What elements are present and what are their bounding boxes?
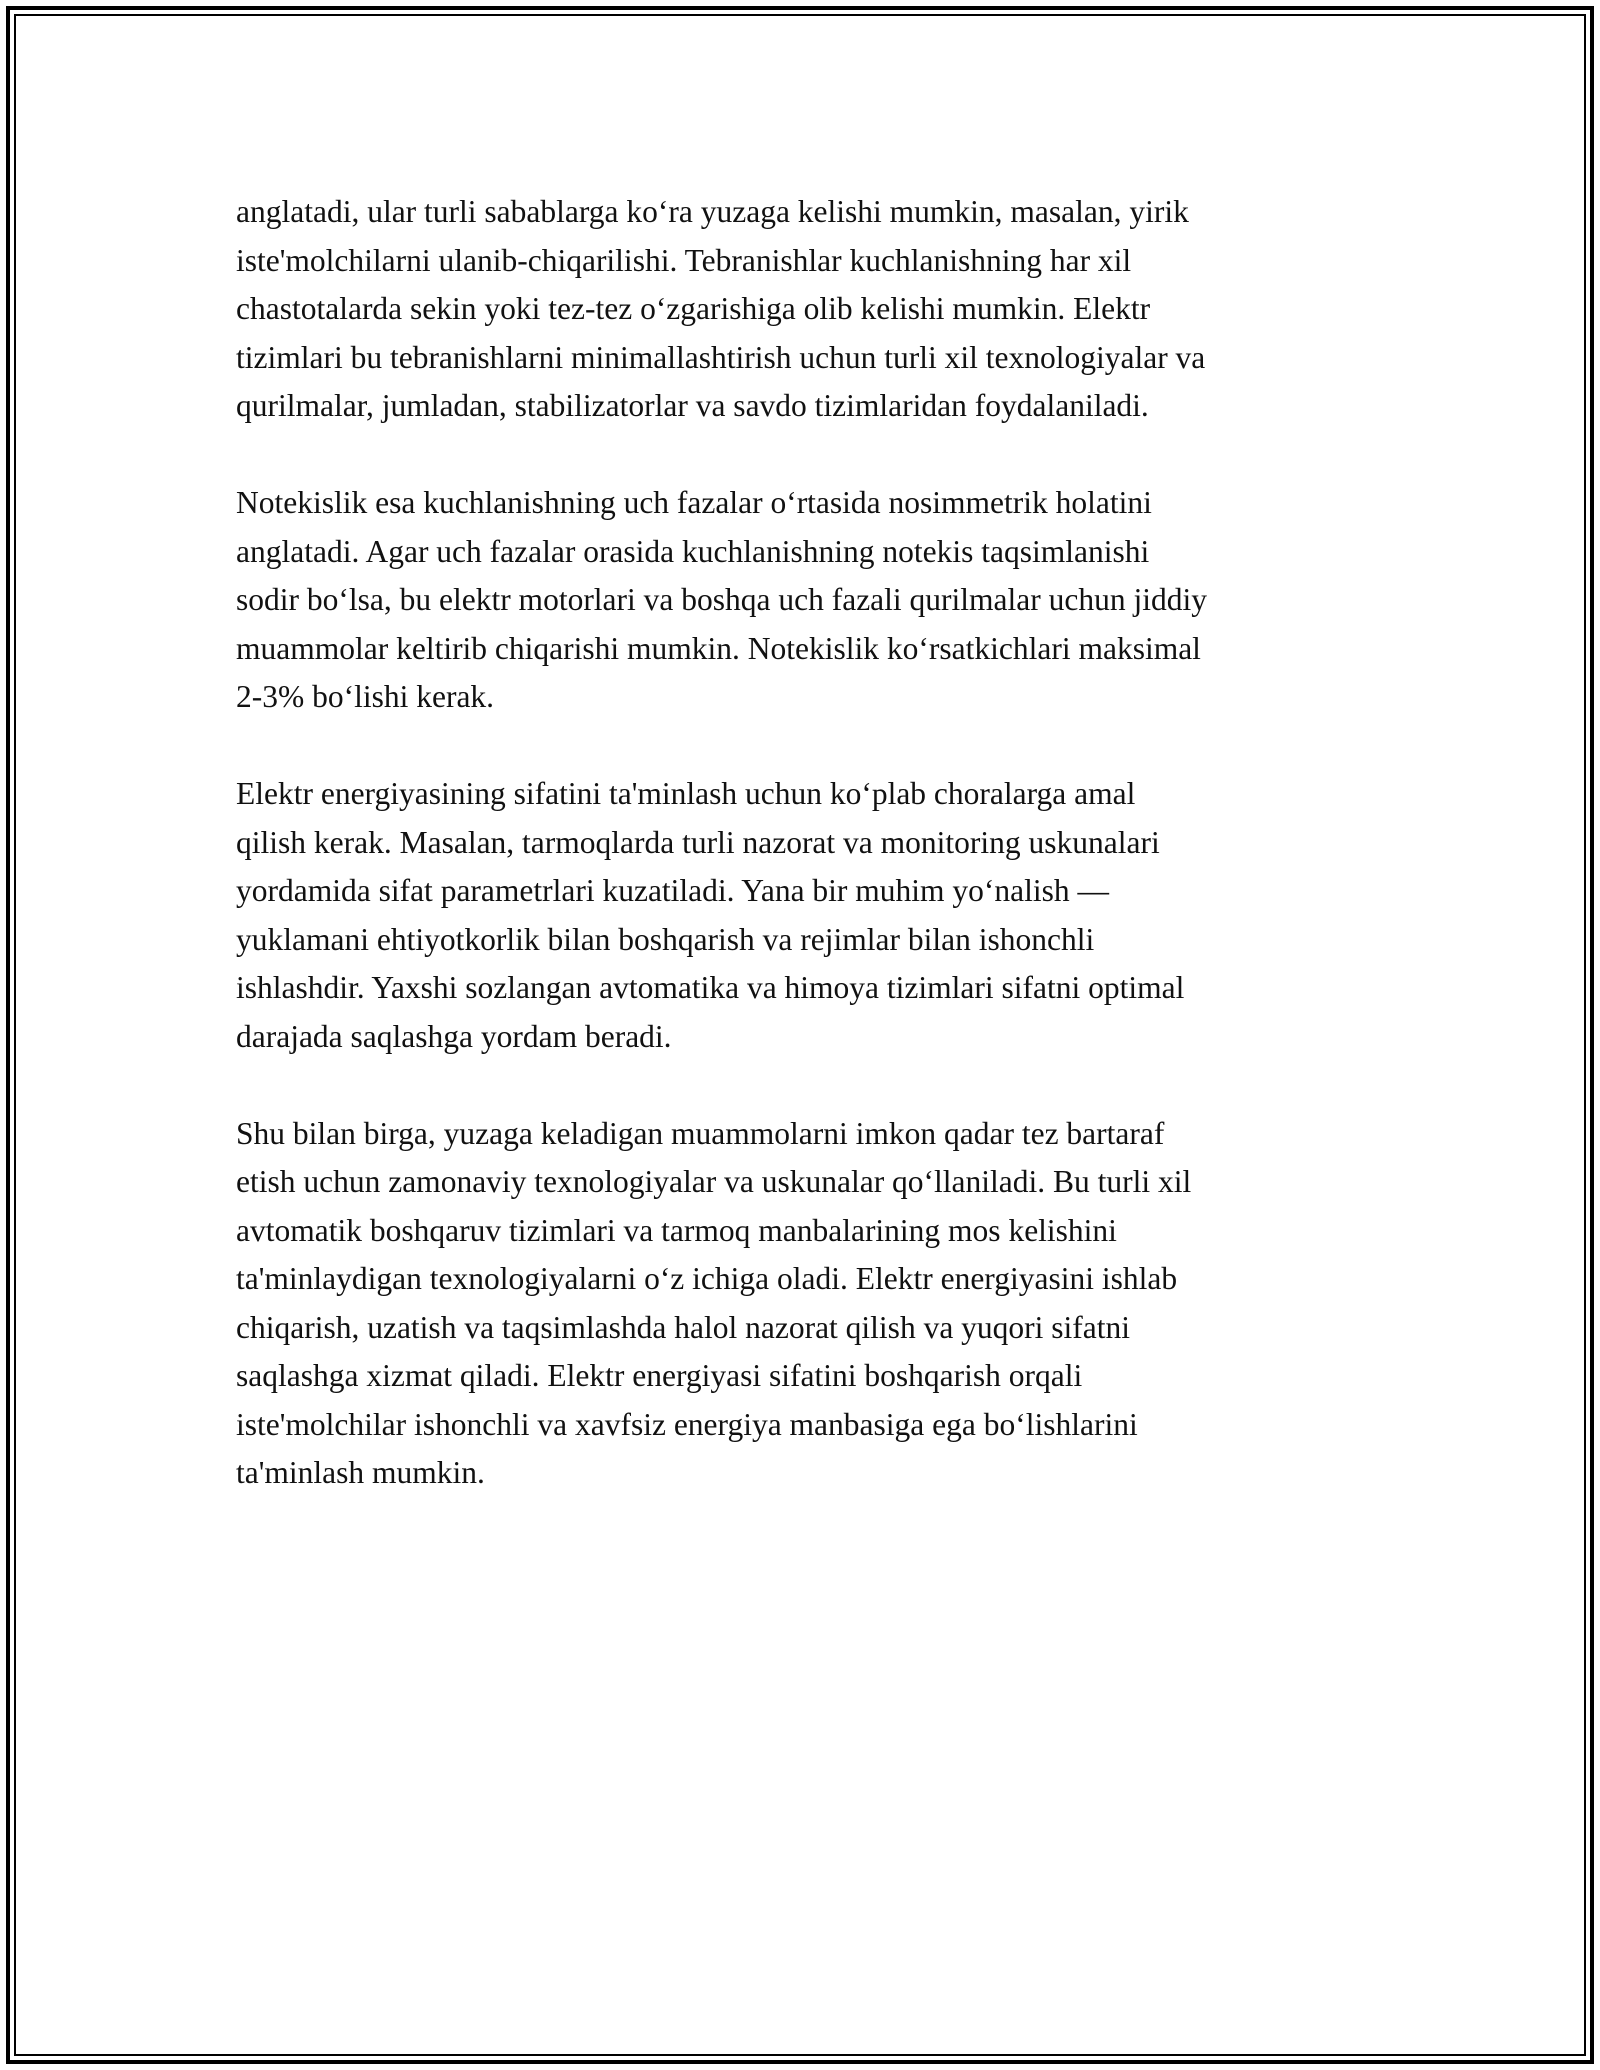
document-body <box>236 188 1376 1546</box>
text-line: anglatadi, ular turli sabablarga ko‘ra yuzaga kelishi mumkin, masalan, yirik <box>236 194 1189 229</box>
paragraph-4 <box>236 1110 1376 1498</box>
text-line: 2-3% bo‘lishi kerak. <box>236 679 495 714</box>
text-line: qilish kerak. Masalan, tarmoqlarda turli nazorat va monitoring uskunalari <box>236 824 1160 860</box>
text-line: Notekislik esa kuchlanishning uch fazalar o‘rtasida nosimmetrik holatini <box>236 485 1152 520</box>
text-line: chastotalarda sekin yoki tez-tez o‘zgarishiga olib kelishi mumkin. Elektr <box>236 291 1151 326</box>
text-line: Shu bilan birga, yuzaga keladigan muammolarni imkon qadar tez bartaraf <box>236 1115 1165 1151</box>
paragraph-2 <box>236 479 1376 722</box>
text-line: anglatadi. Agar uch fazalar orasida kuchlanishning notekis taqsimlanishi <box>236 533 1150 569</box>
text-line: yuklamani ehtiyotkorlik bilan boshqarish va rejimlar bilan ishonchli <box>236 921 1095 957</box>
text-line: ishlashdir. Yaxshi sozlangan avtomatika va himoya tizimlari sifatni optimal <box>236 970 1185 1005</box>
paragraph-1 <box>236 188 1376 431</box>
text-line: etish uchun zamonaviy texnologiyalar va uskunalar qo‘llaniladi. Bu turli xil <box>236 1164 1192 1199</box>
text-line: yordamida sifat parametrlari kuzatiladi. Yana bir muhim yo‘nalish — <box>236 873 1110 908</box>
text-line: iste'molchilarni ulanib-chiqarilishi. Tebranishlar kuchlanishning har xil <box>236 242 1132 278</box>
text-line: chiqarish, uzatish va taqsimlashda halol nazorat qilish va yuqori sifatni <box>236 1309 1131 1345</box>
text-line: avtomatik boshqaruv tizimlari va tarmoq manbalarining mos kelishini <box>236 1212 1117 1248</box>
text-line: saqlashga xizmat qiladi. Elektr energiyasi sifatini boshqarish orqali <box>236 1358 1083 1393</box>
text-line: tizimlari bu tebranishlarni minimallashtirish uchun turli xil texnologiyalar va <box>236 339 1206 375</box>
text-line: qurilmalar, jumladan, stabilizatorlar va savdo tizimlaridan foydalaniladi. <box>236 388 1149 423</box>
text-line: Elektr energiyasining sifatini ta'minlash uchun ko‘plab choralarga amal <box>236 776 1136 811</box>
text-line: ta'minlaydigan texnologiyalarni o‘z ichiga oladi. Elektr energiyasini ishlab <box>236 1261 1178 1296</box>
text-line: ta'minlash mumkin. <box>236 1455 485 1490</box>
text-line: sodir bo‘lsa, bu elektr motorlari va boshqa uch fazali qurilmalar uchun jiddiy <box>236 582 1207 617</box>
text-line: iste'molchilar ishonchli va xavfsiz energiya manbasiga ega bo‘lishlarini <box>236 1406 1138 1442</box>
text-line: darajada saqlashga yordam beradi. <box>236 1018 672 1054</box>
paragraph-3 <box>236 770 1376 1061</box>
text-line: muammolar keltirib chiqarishi mumkin. Notekislik ko‘rsatkichlari maksimal <box>236 630 1201 666</box>
